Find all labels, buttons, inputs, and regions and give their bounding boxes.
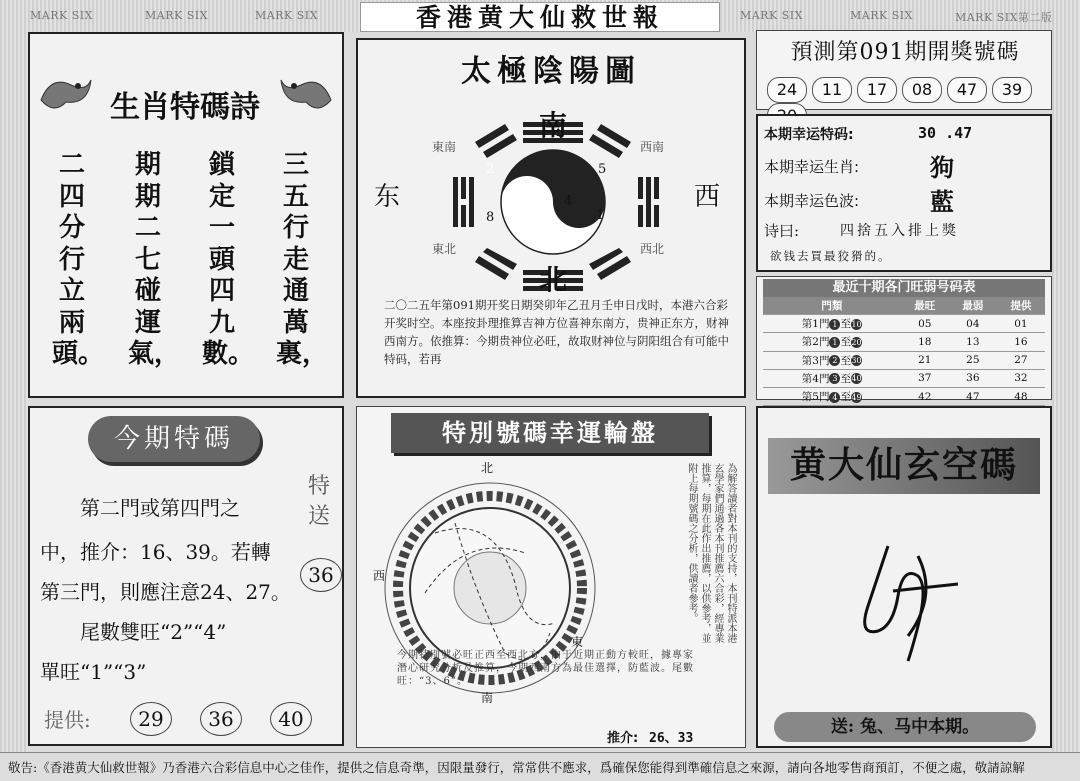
forecast-panel xyxy=(756,30,1052,110)
tip-cell: 01 xyxy=(997,315,1045,333)
poem-label: 诗曰: xyxy=(764,222,800,240)
table-row xyxy=(763,315,1045,333)
door-table-panel xyxy=(756,276,1052,404)
side-number: 36 xyxy=(300,558,342,592)
table-header: 最旺 xyxy=(901,297,949,315)
table-row xyxy=(763,351,1045,369)
dir-west-label: 西 xyxy=(694,182,721,212)
dir-east-label: 东 xyxy=(374,182,401,212)
table-header: 最弱 xyxy=(949,297,997,315)
lucky-code-label: 本期幸运特码: xyxy=(764,127,854,143)
max-cell: 42 xyxy=(901,387,949,405)
lucky-color-label: 本期幸运色波: xyxy=(764,192,860,210)
poem-column: 三五行走通萬裏， xyxy=(276,150,329,369)
wheel-bottom-text: 今期特別號必旺正西至西北方，由于近期正動方較旺，據專家潛心研究分析及推算，今期西南方為最佳選擇，防藍波。尾數旺：“3、6”。 xyxy=(397,650,694,687)
special-panel xyxy=(28,406,344,746)
luck-poem-line: 欲钱去買最狡猾的。 xyxy=(770,249,892,263)
side-label: 特送 xyxy=(307,474,330,529)
door-table-body xyxy=(763,315,1045,406)
wheel-dir-label: 西 xyxy=(373,569,386,583)
lucky-color-value: 藍 xyxy=(930,187,954,216)
door-cell: 第5門 4 至49 xyxy=(763,387,901,405)
min-cell: 47 xyxy=(949,387,997,405)
lucky-zodiac-value: 狗 xyxy=(930,153,954,182)
mark-six-mark: MARK SIX xyxy=(255,9,318,22)
ring-label: 西北 xyxy=(640,242,665,256)
max-cell: 18 xyxy=(901,333,949,351)
max-cell: 05 xyxy=(901,315,949,333)
door-table-title: 最近十期各门旺弱号码表 xyxy=(763,279,1045,297)
min-cell: 36 xyxy=(949,369,997,387)
taiji-panel xyxy=(356,38,746,398)
min-cell: 25 xyxy=(949,351,997,369)
wheel-panel xyxy=(356,406,746,748)
ring-label: 東南 xyxy=(432,140,457,154)
luck-poem-line: 四捨五入排上獎 xyxy=(840,223,959,239)
forecast-number: 17 xyxy=(857,77,897,103)
tip-cell: 27 xyxy=(997,351,1045,369)
taiji-num: 5 xyxy=(598,162,607,177)
wheel-dir-label: 東 xyxy=(571,635,584,649)
mark-six-mark: MARK SIX xyxy=(30,9,93,22)
dir-south-label: 南 xyxy=(538,109,567,142)
forecast-title: 預測第091期開獎號碼 xyxy=(790,40,1020,65)
forecast-number: 39 xyxy=(992,77,1032,103)
ring-label: 西南 xyxy=(640,140,665,154)
poem-column: 鎖定一頭四九數。 xyxy=(202,150,255,369)
door-cell: 第2門 1 至20 xyxy=(763,333,901,351)
table-row xyxy=(763,333,1045,351)
mark-six-mark: MARK SIX xyxy=(145,9,208,22)
forecast-number: 08 xyxy=(902,77,942,103)
poem-panel xyxy=(28,32,344,398)
wheel-side-text: 為解答讀者對本刊的支持，本刊特派本港玄學家們通過各本刊推薦六合彩，經專業推算，每期在此作出推薦，以供參考，並附上每期號碼之分析，供讀者參考。 xyxy=(686,463,736,643)
xuankong-footer: 送: 兔、马中本期。 xyxy=(774,712,1036,742)
special-line: 中，推介：16、39。若轉 xyxy=(40,540,271,564)
tip-number: 36 xyxy=(200,702,242,736)
table-row xyxy=(763,387,1045,405)
tip-cell: 32 xyxy=(997,369,1045,387)
special-line: 第三門，則應注意24、27。 xyxy=(40,580,291,604)
taiji-title: 太極陰陽圖 xyxy=(461,54,641,89)
special-line: 單旺“1”“3” xyxy=(40,660,147,684)
tip-number: 29 xyxy=(130,702,172,736)
max-cell: 37 xyxy=(901,369,949,387)
taiji-num: 1 xyxy=(596,208,605,223)
edition-mark: MARK SIX第二版 xyxy=(955,11,1053,24)
tip-cell: 48 xyxy=(997,387,1045,405)
taiji-text: 二〇二五年第091期开奖日期癸卯年乙丑月壬申日戊时，本港六合彩开奖时空。本座按卦理推算吉神方位喜神东南方，贵神正东方，财神西南方。依推算：今期贵神位必旺，故取财神位与阴阳组合有可能中特码，若再 xyxy=(384,298,729,366)
door-table xyxy=(763,297,1045,406)
left-border xyxy=(0,32,28,752)
signature-mark xyxy=(848,536,968,666)
lucky-zodiac-label: 本期幸运生肖: xyxy=(764,158,860,176)
tip-number: 40 xyxy=(270,702,312,736)
mark-six-mark: MARK SIX xyxy=(740,9,803,22)
poem-column: 期期二七碰運氣， xyxy=(128,150,181,369)
table-header: 門類 xyxy=(763,297,901,315)
mark-six-mark: MARK SIX xyxy=(850,9,913,22)
dir-north-label: 北 xyxy=(538,263,567,296)
ring-label: 東北 xyxy=(432,242,457,256)
poem-title: 生肖特碼詩 xyxy=(110,90,260,125)
dragon-right-icon xyxy=(276,70,336,120)
door-cell: 第3門 2 至30 xyxy=(763,351,901,369)
taiji-num: 2 xyxy=(486,162,495,177)
taiji-num: 4 xyxy=(564,194,573,209)
forecast-number: 11 xyxy=(812,77,852,103)
max-cell: 21 xyxy=(901,351,949,369)
tip-cell: 16 xyxy=(997,333,1045,351)
wheel-title: 特別號碼幸運輪盤 xyxy=(391,413,709,453)
special-title: 今期特碼 xyxy=(88,416,260,462)
masthead-title: 香港黄大仙救世報 xyxy=(360,2,720,32)
dragon-left-icon xyxy=(36,70,96,120)
min-cell: 13 xyxy=(949,333,997,351)
door-cell: 第1門 1 至10 xyxy=(763,315,901,333)
poem-column: 二四分行立兩頭。 xyxy=(52,150,105,369)
lucky-code-value: 30 .47 xyxy=(918,124,973,142)
wheel-dir-label: 南 xyxy=(481,691,494,705)
table-row xyxy=(763,369,1045,387)
xuankong-title: 黄大仙玄空碼 xyxy=(768,438,1040,494)
wheel-dir-label: 北 xyxy=(481,461,494,475)
door-cell: 第4門 3 至40 xyxy=(763,369,901,387)
wheel-tip-label: 推介: xyxy=(607,731,639,746)
forecast-number: 47 xyxy=(947,77,987,103)
table-header: 提供 xyxy=(997,297,1045,315)
special-line: 第二門或第四門之 xyxy=(80,496,240,520)
wheel-tip-value: 26、33 xyxy=(649,731,694,746)
tips-label: 提供: xyxy=(44,708,91,732)
taiji-num: 8 xyxy=(486,210,495,225)
min-cell: 04 xyxy=(949,315,997,333)
luck-panel xyxy=(756,114,1052,272)
special-line: 尾數雙旺“2”“4” xyxy=(80,620,227,644)
right-border xyxy=(1052,32,1080,752)
bottom-notice: 敬告:《香港黄大仙救世報》乃香港六合彩信息中心之佳作，提供之信息奇準，因限量發行，常常供不應求，爲確保您能得到準確信息之來源，請向各地零售商預訂，不便之處，敬請諒解 xyxy=(0,752,1080,781)
xuankong-panel xyxy=(756,406,1052,748)
forecast-number: 24 xyxy=(767,77,807,103)
